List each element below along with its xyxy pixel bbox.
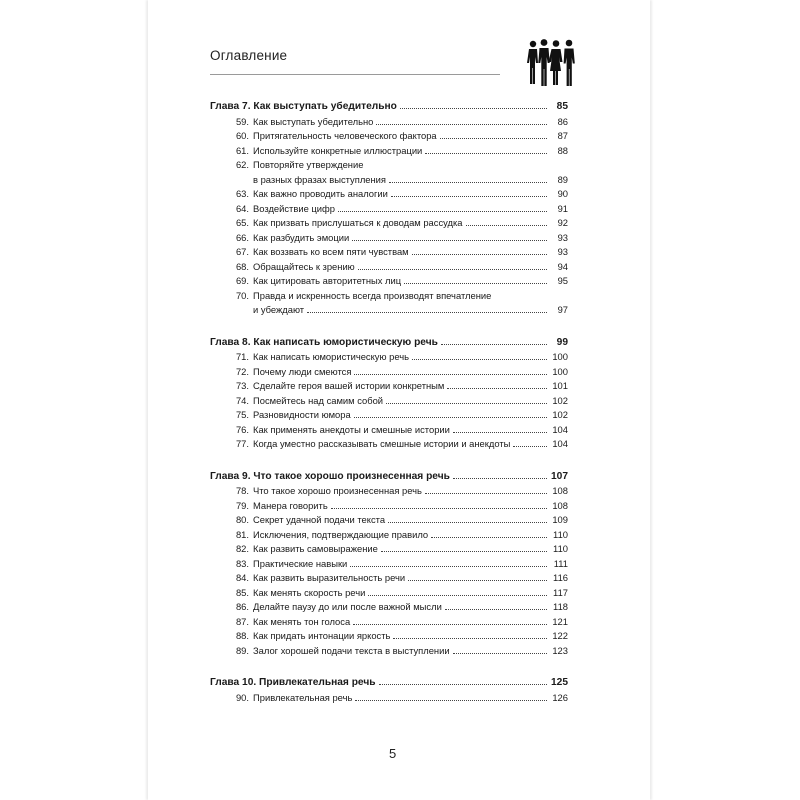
toc-entry-continuation (210, 303, 568, 318)
entry-number: 81. (235, 528, 249, 540)
entry-number: 72. (235, 365, 249, 377)
toc-entry (210, 289, 568, 304)
entry-title: Как развить самовыражение (253, 543, 378, 554)
entry-number: 85. (235, 586, 249, 598)
entry-number: 60. (235, 130, 249, 141)
entry-number: 84. (235, 572, 249, 583)
entry-page: 97 (557, 304, 568, 315)
entry-title: Манера говорить (253, 499, 328, 511)
entry-page: 123 (552, 644, 568, 656)
entry-number: 88. (235, 630, 249, 641)
toc-entry (210, 557, 568, 572)
entry-number: 73. (235, 380, 249, 391)
entry-title: Залог хорошей подачи текста в выступлении (253, 644, 450, 656)
entry-title: Исключения, подтверждающие правило (253, 528, 429, 540)
toc-entry (210, 216, 568, 231)
entry-title: Повторяйте утверждение (253, 159, 364, 170)
dot-leader (453, 478, 547, 479)
dot-leader (431, 537, 547, 538)
entry-number: 74. (235, 394, 249, 406)
entry-number: 89. (235, 644, 249, 656)
chapter-heading (210, 470, 568, 485)
entry-number: 80. (235, 514, 249, 525)
entry-title-continuation: в разных фразах выступления (253, 173, 386, 185)
people-silhouette-icon (526, 38, 578, 90)
entry-number: 90. (235, 691, 249, 703)
entry-page: 118 (553, 601, 568, 612)
entry-title: Используйте конкретные иллюстрации (253, 144, 423, 156)
entry-page: 87 (557, 130, 568, 141)
toc-entry (210, 394, 568, 409)
entry-title: Как разбудить эмоции (253, 231, 350, 243)
chapter-title: Глава 8. Как написать юмористическую речь (210, 336, 438, 348)
toc-entry (210, 158, 568, 173)
entry-page: 90 (557, 188, 568, 199)
entry-page: 109 (552, 514, 568, 525)
toc-entry (210, 499, 568, 514)
book-page (148, 0, 650, 800)
entry-number: 78. (235, 485, 249, 496)
entry-page: 94 (557, 260, 568, 272)
entry-page: 110 (553, 543, 568, 554)
chapter-page: 85 (556, 101, 568, 112)
entry-title: Разновидности юмора (253, 409, 351, 420)
dot-leader (441, 344, 547, 345)
entry-page: 108 (552, 485, 568, 496)
entry-page: 86 (557, 115, 568, 127)
dot-leader (386, 403, 547, 404)
toc-entry (210, 365, 568, 380)
dot-leader (393, 638, 547, 639)
toc-entry (210, 629, 568, 644)
toc-entry (210, 484, 568, 499)
toc-entry-continuation (210, 173, 568, 188)
entry-number: 83. (235, 557, 249, 569)
chapter-title: Глава 7. Как выступать убедительно (210, 101, 397, 112)
entry-number: 62. (235, 159, 249, 170)
entry-number: 63. (235, 188, 249, 199)
toc-entry (210, 615, 568, 630)
dot-leader (368, 595, 547, 596)
entry-page: 100 (552, 351, 568, 362)
entry-title: Как менять скорость речи (253, 586, 366, 598)
dot-leader (408, 580, 547, 581)
entry-page: 126 (552, 691, 568, 703)
entry-page: 95 (557, 275, 568, 286)
entry-number: 67. (235, 246, 249, 257)
dot-leader (513, 446, 547, 447)
entry-number: 87. (235, 615, 249, 627)
dot-leader (381, 551, 547, 552)
dot-leader (353, 624, 547, 625)
entry-page: 110 (553, 528, 568, 540)
entry-title: Сделайте героя вашей истории конкретным (253, 380, 445, 391)
toc-entry (210, 260, 568, 275)
entry-title-continuation: и убеждают (253, 304, 305, 315)
dot-leader (376, 124, 547, 125)
chapter-spacer (210, 658, 568, 676)
dot-leader (352, 240, 547, 241)
chapter-heading (210, 676, 568, 691)
entry-title: Как воззвать ко всем пяти чувствам (253, 246, 409, 257)
dot-leader (391, 196, 547, 197)
chapter-title: Глава 9. Что такое хорошо произнесенная речь (210, 470, 450, 482)
chapter-page: 125 (551, 677, 568, 688)
dot-leader (350, 566, 547, 567)
chapter-page: 99 (556, 336, 568, 348)
entry-number: 65. (235, 217, 249, 228)
chapter-heading (210, 336, 568, 351)
entry-title: Как важно проводить аналогии (253, 188, 388, 199)
entry-page: 100 (552, 365, 568, 377)
toc-entry (210, 350, 568, 365)
toc-entry (210, 144, 568, 159)
toc-entry (210, 379, 568, 394)
entry-page: 102 (552, 394, 568, 406)
dot-leader (354, 417, 547, 418)
toc-entry (210, 245, 568, 260)
dot-leader (425, 493, 547, 494)
toc-entry (210, 513, 568, 528)
toc-entry (210, 202, 568, 217)
toc-entry (210, 437, 568, 452)
page-number: 5 (389, 746, 397, 761)
entry-page: 104 (552, 423, 568, 435)
toc-entry (210, 408, 568, 423)
entry-title: Воздействие цифр (253, 202, 335, 214)
entry-number: 66. (235, 231, 249, 243)
entry-title: Как цитировать авторитетных лиц (253, 275, 402, 286)
dot-leader (425, 153, 547, 154)
toc-entry (210, 187, 568, 202)
entry-number: 86. (235, 601, 249, 612)
chapter-title: Глава 10. Привлекательная речь (210, 677, 376, 688)
entry-page: 102 (552, 409, 568, 420)
toc-entry (210, 600, 568, 615)
dot-leader (331, 508, 547, 509)
entry-number: 69. (235, 275, 249, 286)
toc-entry (210, 528, 568, 543)
entry-title: Как написать юмористическую речь (253, 351, 410, 362)
entry-number: 79. (235, 499, 249, 511)
toc-entry (210, 129, 568, 144)
dot-leader (354, 374, 547, 375)
dot-leader (389, 182, 547, 183)
entry-page: 88 (557, 144, 568, 156)
chapter-page: 107 (551, 470, 568, 482)
entry-number: 71. (235, 351, 249, 362)
entry-number: 75. (235, 409, 249, 420)
table-of-contents (210, 100, 568, 705)
entry-page: 101 (552, 380, 568, 391)
dot-leader (445, 609, 547, 610)
entry-page: 111 (553, 557, 568, 569)
entry-title: Привлекательная речь (253, 691, 353, 703)
toc-entry (210, 571, 568, 586)
dot-leader (412, 359, 547, 360)
entry-page: 104 (552, 438, 568, 449)
dot-leader (400, 108, 547, 109)
entry-title: Практические навыки (253, 557, 348, 569)
entry-number: 76. (235, 423, 249, 435)
entry-title: Как выступать убедительно (253, 115, 374, 127)
entry-number: 68. (235, 260, 249, 272)
toc-entry (210, 644, 568, 659)
entry-title: Когда уместно рассказывать смешные истории и анекдоты (253, 438, 511, 449)
toc-entry (210, 231, 568, 246)
dot-leader (307, 312, 547, 313)
entry-number: 77. (235, 438, 249, 449)
entry-page: 91 (557, 202, 568, 214)
dot-leader (412, 254, 547, 255)
dot-leader (355, 700, 547, 701)
entry-number: 61. (235, 144, 249, 156)
toc-entry (210, 542, 568, 557)
dot-leader (447, 388, 547, 389)
dot-leader (466, 225, 548, 226)
dot-leader (358, 269, 547, 270)
dot-leader (388, 522, 547, 523)
entry-title: Как применять анекдоты и смешные истории (253, 423, 450, 435)
toc-entry (210, 586, 568, 601)
entry-title: Правда и искренность всегда производят впечатление (253, 289, 492, 301)
entry-number: 82. (235, 543, 249, 554)
entry-title: Посмейтесь над самим собой (253, 394, 384, 406)
entry-number: 59. (235, 115, 249, 127)
entry-title: Притягательность человеческого фактора (253, 130, 437, 141)
toc-entry (210, 691, 568, 706)
chapter-spacer (210, 452, 568, 470)
entry-title: Почему люди смеются (253, 365, 352, 377)
entry-title: Как призвать прислушаться к доводам рассудка (253, 217, 463, 228)
entry-title: Обращайтесь к зрению (253, 260, 355, 272)
entry-title: Что такое хорошо произнесенная речь (253, 485, 422, 496)
header-divider (210, 74, 500, 75)
toc-entry (210, 274, 568, 289)
chapter-heading (210, 100, 568, 115)
entry-title: Секрет удачной подачи текста (253, 514, 386, 525)
entry-page: 93 (557, 231, 568, 243)
dot-leader (453, 653, 547, 654)
entry-page: 122 (552, 630, 568, 641)
entry-page: 116 (553, 572, 568, 583)
chapter-spacer (210, 318, 568, 336)
entry-title: Как развить выразительность речи (253, 572, 406, 583)
entry-number: 70. (235, 289, 249, 301)
entry-title: Как придать интонации яркость (253, 630, 391, 641)
entry-page: 108 (552, 499, 568, 511)
entry-page: 117 (553, 586, 568, 598)
entry-title: Делайте паузу до или после важной мысли (253, 601, 442, 612)
dot-leader (338, 211, 547, 212)
dot-leader (379, 684, 547, 685)
entry-title: Как менять тон голоса (253, 615, 351, 627)
dot-leader (453, 432, 547, 433)
dot-leader (440, 138, 547, 139)
entry-page: 93 (557, 246, 568, 257)
entry-number: 64. (235, 202, 249, 214)
entry-page: 92 (557, 217, 568, 228)
entry-page: 121 (552, 615, 568, 627)
toc-entry (210, 115, 568, 130)
page-header-title: Оглавление (210, 48, 288, 63)
toc-entry (210, 423, 568, 438)
dot-leader (404, 283, 547, 284)
entry-page: 89 (557, 173, 568, 185)
